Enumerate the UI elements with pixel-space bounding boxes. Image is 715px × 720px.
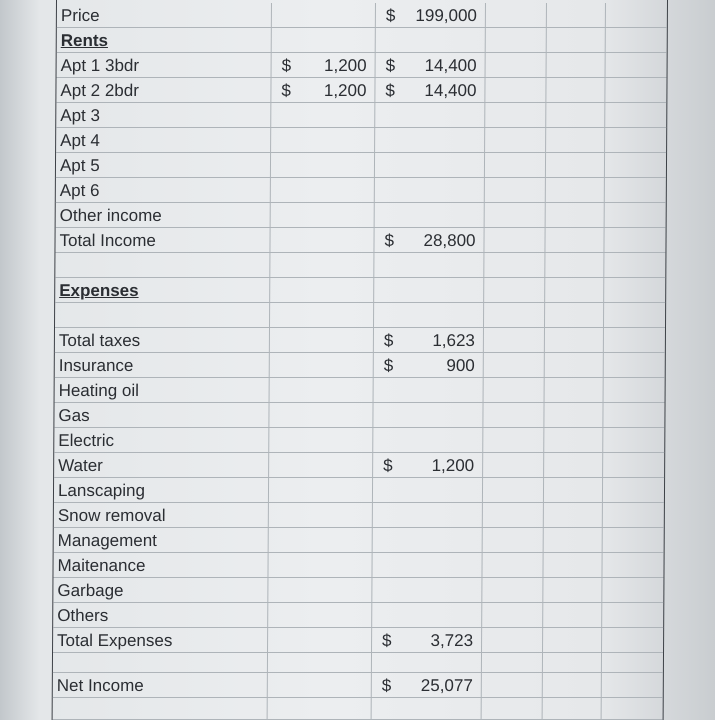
annual-cell	[372, 653, 482, 672]
currency-symbol: $	[281, 56, 292, 75]
annual-cell	[373, 453, 483, 477]
empty-cell	[603, 453, 664, 477]
empty-cell	[484, 253, 545, 277]
table-row	[54, 403, 664, 428]
label-cell	[54, 403, 269, 427]
empty-cell	[544, 528, 603, 552]
annual-cell	[376, 3, 486, 27]
label-cell	[56, 153, 271, 177]
annual-cell	[373, 428, 483, 452]
currency-symbol: $	[381, 676, 392, 695]
empty-cell	[482, 673, 543, 697]
table-row	[54, 453, 664, 478]
empty-cell	[485, 78, 546, 102]
row-label: Net Income	[56, 676, 144, 695]
table-row	[57, 53, 667, 78]
table-row	[56, 153, 666, 178]
empty-cell	[485, 103, 546, 127]
empty-cell	[547, 53, 606, 77]
empty-cell	[605, 178, 666, 202]
empty-cell	[482, 603, 543, 627]
label-cell	[53, 578, 268, 602]
row-label: Management	[57, 531, 157, 550]
annual-amount: 900	[446, 356, 475, 375]
label-cell	[54, 528, 269, 552]
empty-cell	[605, 128, 666, 152]
empty-cell	[546, 78, 605, 102]
monthly-cell	[268, 553, 372, 577]
empty-cell	[602, 628, 663, 652]
annual-cell	[372, 628, 482, 652]
empty-cell	[606, 53, 667, 77]
row-label: Total Expenses	[57, 631, 173, 650]
empty-cell	[603, 528, 664, 552]
table-row	[53, 698, 663, 720]
empty-cell	[545, 228, 604, 252]
label-cell	[55, 253, 270, 277]
empty-cell	[602, 653, 663, 672]
empty-cell	[544, 478, 603, 502]
empty-cell	[604, 378, 665, 402]
empty-cell	[484, 378, 545, 402]
annual-cell	[373, 403, 483, 427]
table-row	[53, 673, 663, 698]
table-row	[53, 603, 663, 628]
empty-cell	[482, 653, 543, 672]
empty-cell	[484, 353, 545, 377]
empty-cell	[604, 328, 665, 352]
table-row	[54, 478, 664, 503]
monthly-cell	[269, 453, 373, 477]
empty-cell	[602, 578, 663, 602]
annual-cell	[376, 53, 486, 77]
empty-cell	[544, 428, 603, 452]
empty-cell	[543, 653, 602, 672]
row-label: Maitenance	[57, 556, 146, 575]
label-cell	[57, 53, 272, 77]
table-row	[53, 553, 663, 578]
monthly-cell	[271, 128, 375, 152]
empty-cell	[603, 503, 664, 527]
label-cell	[53, 628, 268, 652]
annual-cell	[374, 378, 484, 402]
table-row	[57, 3, 667, 28]
row-label: Price	[60, 6, 100, 25]
label-cell	[53, 603, 268, 627]
empty-cell	[484, 278, 545, 302]
row-label: Apt 4	[60, 131, 100, 150]
table-row	[53, 653, 663, 673]
section-heading: Rents	[60, 31, 109, 50]
monthly-amount: 1,200	[323, 81, 367, 100]
empty-cell	[545, 278, 604, 302]
monthly-cell	[272, 28, 376, 52]
row-label: Heating oil	[58, 381, 140, 400]
annual-cell	[374, 253, 484, 277]
monthly-cell	[272, 3, 376, 27]
annual-cell	[376, 28, 486, 52]
empty-cell	[602, 553, 663, 577]
table-row	[57, 28, 667, 53]
row-label: Electric	[58, 431, 115, 450]
empty-cell	[602, 603, 663, 627]
currency-symbol: $	[385, 6, 396, 25]
monthly-cell	[270, 253, 374, 277]
annual-amount: 28,800	[423, 231, 476, 250]
empty-cell	[546, 153, 605, 177]
empty-cell	[546, 203, 605, 227]
label-cell	[54, 478, 269, 502]
empty-cell	[606, 3, 667, 27]
table-row	[56, 178, 666, 203]
empty-cell	[603, 403, 664, 427]
label-cell	[55, 328, 270, 352]
empty-cell	[604, 278, 665, 302]
empty-cell	[606, 28, 667, 52]
table-row	[55, 278, 665, 303]
empty-cell	[604, 303, 665, 327]
monthly-cell	[271, 178, 375, 202]
empty-cell	[602, 673, 663, 697]
empty-cell	[483, 528, 544, 552]
monthly-cell	[271, 103, 375, 127]
table-row	[55, 353, 665, 378]
empty-cell	[483, 403, 544, 427]
empty-cell	[605, 203, 666, 227]
empty-cell	[544, 453, 603, 477]
empty-cell	[605, 78, 666, 102]
monthly-cell	[268, 673, 372, 697]
empty-cell	[484, 328, 545, 352]
empty-cell	[486, 53, 547, 77]
spreadsheet-printout	[52, 0, 668, 720]
monthly-amount: 1,200	[323, 56, 367, 75]
empty-cell	[543, 603, 602, 627]
label-cell	[55, 303, 270, 327]
empty-cell	[483, 503, 544, 527]
table-row	[55, 378, 665, 403]
annual-cell	[373, 528, 483, 552]
table-row	[54, 428, 664, 453]
monthly-cell	[269, 528, 373, 552]
table-row	[54, 503, 664, 528]
empty-cell	[545, 328, 604, 352]
empty-cell	[545, 303, 604, 327]
empty-cell	[545, 353, 604, 377]
table-row	[56, 203, 666, 228]
row-label: Garbage	[57, 581, 124, 600]
annual-amount: 199,000	[415, 6, 477, 25]
monthly-cell	[269, 403, 373, 427]
monthly-cell	[271, 203, 375, 227]
monthly-cell	[269, 478, 373, 502]
empty-cell	[485, 178, 546, 202]
empty-cell	[484, 303, 545, 327]
monthly-cell	[268, 578, 372, 602]
monthly-cell	[268, 653, 372, 672]
annual-cell	[372, 603, 482, 627]
label-cell	[56, 103, 271, 127]
empty-cell	[483, 428, 544, 452]
monthly-cell	[272, 53, 376, 77]
empty-cell	[486, 28, 547, 52]
row-label: Total taxes	[58, 331, 141, 350]
label-cell	[53, 653, 268, 672]
annual-cell	[373, 478, 483, 502]
currency-symbol: $	[385, 56, 396, 75]
row-label: Apt 6	[59, 181, 100, 200]
row-label: Gas	[58, 406, 90, 425]
empty-cell	[482, 628, 543, 652]
table-row	[56, 103, 666, 128]
empty-cell	[485, 203, 546, 227]
annual-amount: 25,077	[420, 676, 473, 695]
table-row	[53, 578, 663, 603]
label-cell	[55, 353, 270, 377]
section-heading: Expenses	[59, 281, 139, 300]
monthly-cell	[268, 603, 372, 627]
table-row	[55, 228, 665, 253]
annual-cell	[372, 673, 482, 697]
label-cell	[56, 203, 271, 227]
label-cell	[53, 673, 268, 697]
monthly-cell	[270, 328, 374, 352]
row-label: Apt 2 2bdr	[60, 81, 139, 100]
label-cell	[57, 28, 272, 52]
annual-cell	[375, 203, 485, 227]
annual-amount: 1,623	[432, 331, 475, 350]
monthly-cell	[271, 78, 375, 102]
monthly-cell	[269, 503, 373, 527]
annual-cell	[374, 278, 484, 302]
row-label: Apt 5	[59, 156, 100, 175]
table-row	[56, 128, 666, 153]
annual-amount: 3,723	[430, 631, 474, 650]
empty-cell	[546, 103, 605, 127]
monthly-cell	[270, 353, 374, 377]
annual-cell	[374, 303, 484, 327]
annual-cell	[372, 578, 482, 602]
row-label: Others	[57, 606, 109, 625]
row-label: Apt 1 3bdr	[60, 56, 140, 75]
annual-cell	[375, 178, 485, 202]
row-label: Other income	[59, 206, 162, 225]
empty-cell	[543, 628, 602, 652]
currency-symbol: $	[382, 631, 392, 650]
empty-cell	[483, 478, 544, 502]
label-cell	[57, 3, 272, 27]
annual-cell	[375, 103, 485, 127]
empty-cell	[543, 578, 602, 602]
empty-cell	[544, 503, 603, 527]
empty-cell	[605, 103, 666, 127]
currency-symbol: $	[281, 81, 291, 100]
empty-cell	[543, 553, 602, 577]
label-cell	[55, 228, 270, 252]
empty-cell	[543, 673, 602, 697]
empty-cell	[545, 253, 604, 277]
table-row	[55, 328, 665, 353]
label-cell	[54, 503, 269, 527]
annual-amount: 14,400	[424, 56, 477, 75]
row-label: Total Income	[59, 231, 156, 250]
empty-cell	[547, 3, 606, 27]
monthly-cell	[268, 628, 372, 652]
currency-symbol: $	[384, 231, 395, 250]
empty-cell	[604, 253, 665, 277]
monthly-cell	[270, 303, 374, 327]
monthly-cell	[268, 698, 372, 719]
row-label: Insurance	[58, 356, 134, 375]
currency-symbol: $	[385, 81, 395, 100]
table-row	[56, 78, 666, 103]
empty-cell	[486, 3, 547, 27]
empty-cell	[603, 428, 664, 452]
empty-cell	[483, 453, 544, 477]
row-label: Snow removal	[57, 506, 166, 525]
table-row	[55, 303, 665, 328]
empty-cell	[484, 228, 545, 252]
empty-cell	[482, 553, 543, 577]
annual-cell	[374, 328, 484, 352]
annual-amount: 1,200	[431, 456, 475, 475]
annual-cell	[374, 228, 484, 252]
empty-cell	[545, 378, 604, 402]
annual-cell	[372, 698, 482, 719]
row-label: Apt 3	[60, 106, 101, 125]
empty-cell	[546, 128, 605, 152]
row-label: Water	[58, 456, 103, 475]
row-label: Lanscaping	[57, 481, 146, 500]
currency-symbol: $	[383, 456, 393, 475]
empty-cell	[544, 403, 603, 427]
label-cell	[56, 128, 271, 152]
empty-cell	[485, 153, 546, 177]
label-cell	[55, 278, 270, 302]
table-row	[53, 628, 663, 653]
empty-cell	[482, 698, 543, 719]
label-cell	[53, 698, 268, 719]
empty-cell	[482, 578, 543, 602]
empty-cell	[547, 28, 606, 52]
label-cell	[54, 453, 269, 477]
annual-cell	[372, 553, 482, 577]
label-cell	[53, 553, 268, 577]
empty-cell	[605, 153, 666, 177]
monthly-cell	[271, 153, 375, 177]
table-row	[54, 528, 664, 553]
annual-cell	[375, 153, 485, 177]
empty-cell	[604, 353, 665, 377]
label-cell	[56, 178, 271, 202]
empty-cell	[485, 128, 546, 152]
monthly-cell	[270, 228, 374, 252]
currency-symbol: $	[383, 356, 394, 375]
annual-cell	[375, 78, 485, 102]
annual-cell	[374, 353, 484, 377]
empty-cell	[604, 228, 665, 252]
label-cell	[55, 378, 270, 402]
annual-cell	[373, 503, 483, 527]
annual-cell	[375, 128, 485, 152]
label-cell	[54, 428, 269, 452]
label-cell	[56, 78, 271, 102]
empty-cell	[546, 178, 605, 202]
monthly-cell	[269, 428, 373, 452]
currency-symbol: $	[383, 331, 394, 350]
empty-cell	[603, 478, 664, 502]
monthly-cell	[270, 378, 374, 402]
monthly-cell	[270, 278, 374, 302]
empty-cell	[543, 698, 602, 719]
annual-amount: 14,400	[424, 81, 477, 100]
table-row	[55, 253, 665, 278]
empty-cell	[602, 698, 663, 719]
